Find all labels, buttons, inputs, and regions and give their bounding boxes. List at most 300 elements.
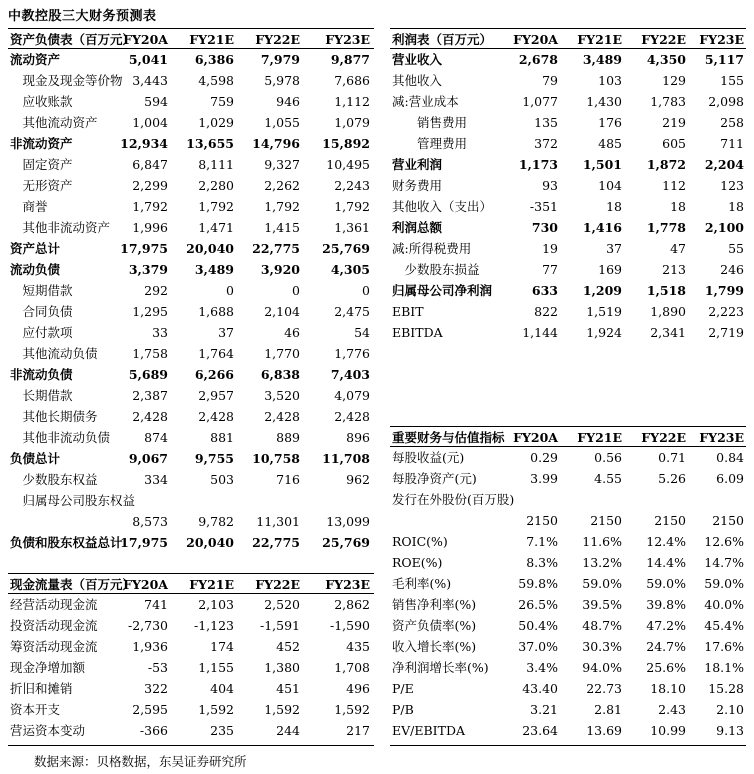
cell-fy22e: 129	[662, 73, 686, 88]
table-row	[390, 280, 746, 301]
row-label: 资产负债率(%)	[392, 618, 477, 633]
cell-fy21e: 13,655	[186, 136, 234, 151]
header-label: 利润表（百万元）	[392, 32, 493, 47]
income_statement-header	[390, 28, 746, 49]
cell-fy20a: 874	[144, 430, 168, 445]
cell-fy22e: 5,978	[264, 73, 300, 88]
row-label: 发行在外股份(百万股)	[392, 492, 515, 507]
row-label: 非流动负债	[10, 367, 73, 382]
cell-fy20a: 2,299	[132, 178, 168, 193]
table-row	[390, 301, 746, 322]
cell-fy23e: 54	[354, 325, 370, 340]
cell-fy21e: 1,501	[582, 157, 622, 172]
table-row	[8, 91, 374, 112]
cell-fy20a: 59.8%	[518, 576, 558, 591]
cell-fy22e: 12.4%	[646, 534, 686, 549]
cell-fy20a: 1,758	[132, 346, 168, 361]
table-row	[8, 301, 374, 322]
row-label: 合同负债	[10, 304, 73, 319]
cell-fy20a: 1,004	[132, 115, 168, 130]
cell-fy23e: 5,117	[704, 52, 744, 67]
cell-fy23e: -1,590	[329, 618, 370, 633]
cell-fy20a: 5,689	[128, 367, 168, 382]
cell-fy21e: 3,489	[194, 262, 234, 277]
cell-fy20a: 334	[144, 472, 168, 487]
header-col-fy23e: FY23E	[325, 32, 370, 47]
row-label: 管理费用	[392, 136, 468, 151]
cell-fy23e: 11,708	[322, 451, 370, 466]
cell-fy23e: 2,475	[334, 304, 370, 319]
cell-fy20a: 1,792	[132, 199, 168, 214]
table-row	[390, 531, 746, 552]
row-label: 每股收益(元)	[392, 450, 465, 465]
row-label: 负债总计	[10, 451, 61, 466]
cell-fy20a: 7.1%	[526, 534, 558, 549]
cell-fy21e: 1,471	[198, 220, 234, 235]
row-label: 现金及现金等价物	[10, 73, 123, 88]
cell-fy23e: 1,361	[334, 220, 370, 235]
cell-fy22e: 2,520	[264, 597, 300, 612]
cell-fy22e: 1,783	[650, 94, 686, 109]
cell-fy21e: 39.5%	[582, 597, 622, 612]
table-row	[8, 154, 374, 175]
row-label: 营业收入	[392, 52, 443, 67]
cell-fy20a: 93	[542, 178, 558, 193]
cell-fy23e: 711	[720, 136, 744, 151]
cell-fy23e: 1,112	[334, 94, 370, 109]
table-row	[8, 175, 374, 196]
cell-fy21e: 2,428	[198, 409, 234, 424]
header-col-fy23e: FY23E	[325, 577, 370, 592]
cell-fy23e: 2,719	[708, 325, 744, 340]
cell-fy23e: 4,079	[334, 388, 370, 403]
cell-fy21e: 22.73	[586, 681, 622, 696]
cell-fy23e: 59.0%	[704, 576, 744, 591]
cell-fy21e: 2.81	[594, 702, 622, 717]
table-row	[390, 615, 746, 636]
cell-fy23e: 123	[720, 178, 744, 193]
table-row	[390, 447, 746, 468]
table-row	[390, 594, 746, 615]
cell-fy20a: 43.40	[522, 681, 558, 696]
table-row	[8, 490, 374, 532]
cell-fy20a: 5,041	[128, 52, 168, 67]
row-label: EV/EBITDA	[392, 723, 465, 738]
row-label: 净利润增长率(%)	[392, 660, 489, 675]
cell-fy21e: 235	[210, 723, 234, 738]
cell-fy23e: 2,223	[708, 304, 744, 319]
cell-fy20a: 2,595	[132, 702, 168, 717]
cell-fy20a: 79	[542, 73, 558, 88]
cell-fy21e: 759	[210, 94, 234, 109]
cell-fy22e: 1,055	[264, 115, 300, 130]
cell-fy21e: 37	[218, 325, 234, 340]
cell-fy22e: 47	[670, 241, 686, 256]
cell-fy20a: 1,936	[132, 639, 168, 654]
cell-fy20a: 37.0%	[518, 639, 558, 654]
cell-fy22e: 5.26	[658, 471, 686, 486]
row-label: 无形资产	[10, 178, 73, 193]
cell-fy23e: 4,305	[330, 262, 370, 277]
header-col-fy21e: FY21E	[577, 430, 622, 445]
row-label: 其他非流动负债	[10, 430, 111, 445]
cell-fy20a: 1,144	[522, 325, 558, 340]
cell-fy23e: 40.0%	[704, 597, 744, 612]
cell-fy20a: 3,443	[132, 73, 168, 88]
table-row	[8, 406, 374, 427]
row-label: 减:营业成本	[392, 94, 459, 109]
table-row	[8, 385, 374, 406]
row-label: 负债和股东权益总计	[10, 535, 123, 550]
cell-fy21e: 1,209	[582, 283, 622, 298]
table-row	[8, 70, 374, 91]
header-col-fy20a: FY20A	[513, 32, 558, 47]
cell-fy21e: 13.69	[586, 723, 622, 738]
cell-fy23e: 246	[720, 262, 744, 277]
header-col-fy20a: FY20A	[123, 32, 168, 47]
row-label: EBIT	[392, 304, 424, 319]
data-source-note: 数据来源：贝格数据，东吴证券研究所	[34, 754, 247, 769]
table-row	[390, 489, 746, 531]
cell-fy20a: 26.5%	[518, 597, 558, 612]
row-label: P/B	[392, 702, 414, 717]
cell-fy23e: 13,099	[326, 514, 370, 529]
cell-fy23e: 9.13	[716, 723, 744, 738]
table-row	[390, 552, 746, 573]
cell-fy21e: 1,592	[198, 702, 234, 717]
cell-fy22e: 112	[662, 178, 686, 193]
cell-fy20a: 6,847	[132, 157, 168, 172]
table-row	[8, 196, 374, 217]
row-label: ROE(%)	[392, 555, 443, 570]
cell-fy21e: 176	[598, 115, 622, 130]
table-row	[8, 615, 374, 636]
cell-fy22e: 1,890	[650, 304, 686, 319]
cell-fy22e: 1,872	[646, 157, 686, 172]
row-label: 资产总计	[10, 241, 61, 256]
row-label: 其他长期债务	[10, 409, 98, 424]
balance_sheet-header	[8, 28, 374, 49]
cell-fy20a: 8.3%	[526, 555, 558, 570]
cell-fy21e: 59.0%	[582, 576, 622, 591]
cell-fy22e: 25.6%	[646, 660, 686, 675]
cell-fy20a: 741	[144, 597, 168, 612]
table-row	[390, 49, 746, 70]
cell-fy22e: 0	[292, 283, 300, 298]
cell-fy20a: 3.4%	[526, 660, 558, 675]
cell-fy21e: 20,040	[186, 535, 234, 550]
cell-fy21e: 2,957	[198, 388, 234, 403]
row-label: 少数股东权益	[10, 472, 98, 487]
cell-fy23e: 2,243	[334, 178, 370, 193]
cell-fy22e: 2150	[654, 513, 686, 528]
cell-fy23e: 435	[346, 639, 370, 654]
row-label: 投资活动现金流	[10, 618, 98, 633]
cell-fy23e: 55	[728, 241, 744, 256]
cell-fy21e: 1,430	[586, 94, 622, 109]
cell-fy20a: 2,428	[132, 409, 168, 424]
cell-fy20a: 17,975	[120, 241, 168, 256]
cell-fy23e: 155	[720, 73, 744, 88]
row-label: 流动负债	[10, 262, 61, 277]
header-col-fy20a: FY20A	[123, 577, 168, 592]
cell-fy20a: 633	[531, 283, 558, 298]
cell-fy21e: 1,416	[582, 220, 622, 235]
cell-fy20a: 19	[542, 241, 558, 256]
table-row	[390, 468, 746, 489]
cell-fy23e: 496	[346, 681, 370, 696]
row-label: 利润总额	[392, 220, 443, 235]
table-row	[390, 154, 746, 175]
cell-fy23e: 10,495	[326, 157, 370, 172]
cell-fy21e: 2,103	[198, 597, 234, 612]
cell-fy20a: 77	[542, 262, 558, 277]
row-label: 应收账款	[10, 94, 73, 109]
cell-fy21e: 169	[598, 262, 622, 277]
cell-fy21e: 9,782	[198, 514, 234, 529]
cell-fy23e: 1,799	[704, 283, 744, 298]
cell-fy22e: 18	[670, 199, 686, 214]
cell-fy20a: 594	[144, 94, 168, 109]
cell-fy22e: 1,518	[646, 283, 686, 298]
cell-fy21e: 30.3%	[582, 639, 622, 654]
cell-fy21e: 103	[598, 73, 622, 88]
row-label: 其他收入（支出）	[392, 199, 493, 214]
row-label: 经营活动现金流	[10, 597, 98, 612]
row-label: 应付款项	[10, 325, 73, 340]
table-row	[390, 699, 746, 720]
cell-fy21e: 9,755	[194, 451, 234, 466]
header-col-fy22e: FY22E	[641, 430, 686, 445]
cell-fy21e: 1,155	[198, 660, 234, 675]
cell-fy23e: 25,769	[322, 241, 370, 256]
table-row	[390, 678, 746, 699]
cell-fy21e: 1,519	[586, 304, 622, 319]
cell-fy23e: 1,079	[334, 115, 370, 130]
header-col-fy21e: FY21E	[189, 577, 234, 592]
cell-fy22e: 1,778	[646, 220, 686, 235]
cell-fy22e: 889	[276, 430, 300, 445]
bottom-rule-right	[390, 745, 746, 746]
cell-fy22e: 6,838	[260, 367, 300, 382]
cell-fy22e: 10.99	[650, 723, 686, 738]
table-row	[8, 532, 374, 553]
row-label: 其他非流动资产	[10, 220, 111, 235]
table-row	[8, 343, 374, 364]
table-row	[390, 196, 746, 217]
cell-fy20a: 3.99	[530, 471, 558, 486]
cell-fy22e: 716	[276, 472, 300, 487]
row-label: 筹资活动现金流	[10, 639, 98, 654]
cell-fy21e: 485	[598, 136, 622, 151]
bottom-rule-left	[8, 745, 374, 746]
cell-fy23e: 2,862	[334, 597, 370, 612]
cell-fy23e: 25,769	[322, 535, 370, 550]
cell-fy22e: 0.71	[658, 450, 686, 465]
table-row	[390, 636, 746, 657]
cell-fy23e: 2,204	[704, 157, 744, 172]
cell-fy23e: 217	[346, 723, 370, 738]
cell-fy23e: 962	[346, 472, 370, 487]
cell-fy21e: 2150	[590, 513, 622, 528]
cell-fy22e: 24.7%	[646, 639, 686, 654]
table-row	[8, 594, 374, 615]
cell-fy23e: 6.09	[716, 471, 744, 486]
cell-fy21e: 3,489	[582, 52, 622, 67]
cell-fy22e: 1,792	[264, 199, 300, 214]
table-row	[390, 133, 746, 154]
cell-fy20a: 2,387	[132, 388, 168, 403]
cell-fy22e: 2,341	[650, 325, 686, 340]
cell-fy22e: 2.43	[658, 702, 686, 717]
cell-fy22e: 59.0%	[646, 576, 686, 591]
cell-fy22e: 11,301	[256, 514, 300, 529]
row-label: 归属母公司股东权益	[10, 493, 136, 508]
cash_flow-header	[8, 573, 374, 594]
cell-fy20a: 3.21	[530, 702, 558, 717]
cell-fy22e: 1,770	[264, 346, 300, 361]
cell-fy22e: 3,520	[264, 388, 300, 403]
cell-fy22e: 2,104	[264, 304, 300, 319]
cell-fy23e: 2,428	[334, 409, 370, 424]
cell-fy20a: 372	[534, 136, 558, 151]
header-col-fy23e: FY23E	[699, 32, 744, 47]
cell-fy23e: 0	[362, 283, 370, 298]
table-row	[8, 259, 374, 280]
cell-fy21e: 13.2%	[582, 555, 622, 570]
cell-fy20a: 1,173	[518, 157, 558, 172]
cell-fy21e: 104	[598, 178, 622, 193]
cell-fy20a: 730	[531, 220, 558, 235]
table-row	[8, 699, 374, 720]
cell-fy21e: 1,029	[198, 115, 234, 130]
cell-fy20a: 322	[144, 681, 168, 696]
header-col-fy22e: FY22E	[255, 577, 300, 592]
cell-fy22e: 14.4%	[646, 555, 686, 570]
cell-fy21e: 881	[210, 430, 234, 445]
header-col-fy21e: FY21E	[577, 32, 622, 47]
cell-fy21e: 6,266	[194, 367, 234, 382]
cell-fy23e: 896	[346, 430, 370, 445]
cell-fy20a: 1,077	[522, 94, 558, 109]
cell-fy22e: 22,775	[252, 535, 300, 550]
cell-fy21e: 2,280	[198, 178, 234, 193]
row-label: 流动资产	[10, 52, 61, 67]
header-col-fy22e: FY22E	[255, 32, 300, 47]
row-label: 每股净资产(元)	[392, 471, 477, 486]
cell-fy22e: 14,796	[252, 136, 300, 151]
table-row	[8, 720, 374, 741]
cell-fy20a: 17,975	[120, 535, 168, 550]
table-row	[390, 175, 746, 196]
cell-fy21e: 11.6%	[582, 534, 622, 549]
cell-fy22e: 2,262	[264, 178, 300, 193]
cell-fy20a: 2,678	[518, 52, 558, 67]
header-col-fy21e: FY21E	[189, 32, 234, 47]
table-row	[390, 720, 746, 741]
cell-fy20a: 8,573	[132, 514, 168, 529]
cell-fy23e: 15.28	[708, 681, 744, 696]
cell-fy21e: -1,123	[193, 618, 234, 633]
cell-fy22e: 7,979	[260, 52, 300, 67]
cell-fy21e: 94.0%	[582, 660, 622, 675]
table-row	[8, 448, 374, 469]
cell-fy21e: 1,688	[198, 304, 234, 319]
table-row	[390, 573, 746, 594]
cell-fy21e: 1,764	[198, 346, 234, 361]
cell-fy20a: 33	[152, 325, 168, 340]
cell-fy23e: 0.84	[716, 450, 744, 465]
table-row	[390, 112, 746, 133]
cell-fy22e: 213	[662, 262, 686, 277]
cell-fy22e: 3,920	[260, 262, 300, 277]
row-label: 营业利润	[392, 157, 443, 172]
cell-fy21e: 404	[210, 681, 234, 696]
cell-fy23e: 2150	[712, 513, 744, 528]
cell-fy20a: 12,934	[120, 136, 168, 151]
row-label: 现金净增加额	[10, 660, 86, 675]
row-label: 其他收入	[392, 73, 443, 88]
table-row	[8, 657, 374, 678]
cell-fy23e: 1,792	[334, 199, 370, 214]
cell-fy23e: 2,098	[708, 94, 744, 109]
table-row	[8, 238, 374, 259]
row-label: 少数股东损益	[392, 262, 480, 277]
row-label: 其他流动负债	[10, 346, 98, 361]
cell-fy23e: 9,877	[330, 52, 370, 67]
row-label: 折旧和摊销	[10, 681, 73, 696]
cell-fy21e: 1,924	[586, 325, 622, 340]
cell-fy20a: -351	[529, 199, 558, 214]
cell-fy23e: 15,892	[322, 136, 370, 151]
row-label: 销售费用	[392, 115, 468, 130]
cell-fy22e: 10,758	[252, 451, 300, 466]
table-row	[8, 678, 374, 699]
table-row	[8, 217, 374, 238]
row-label: P/E	[392, 681, 414, 696]
cell-fy22e: 605	[662, 136, 686, 151]
row-label: 非流动资产	[10, 136, 73, 151]
cell-fy20a: 3,379	[128, 262, 168, 277]
table-row	[8, 427, 374, 448]
cell-fy23e: 1,776	[334, 346, 370, 361]
cell-fy20a: 23.64	[522, 723, 558, 738]
table-row	[8, 364, 374, 385]
cell-fy23e: 18.1%	[704, 660, 744, 675]
cell-fy22e: 18.10	[650, 681, 686, 696]
cell-fy21e: 0	[226, 283, 234, 298]
table-row	[390, 217, 746, 238]
cell-fy22e: 244	[276, 723, 300, 738]
table-row	[8, 469, 374, 490]
cell-fy23e: 258	[720, 115, 744, 130]
cell-fy22e: 1,415	[264, 220, 300, 235]
cell-fy22e: 47.2%	[646, 618, 686, 633]
cell-fy23e: 12.6%	[704, 534, 744, 549]
cell-fy21e: 1,792	[198, 199, 234, 214]
cell-fy21e: 174	[210, 639, 234, 654]
row-label: 收入增长率(%)	[392, 639, 477, 654]
cell-fy20a: 135	[534, 115, 558, 130]
cell-fy20a: 1,996	[132, 220, 168, 235]
row-label: EBITDA	[392, 325, 443, 340]
table-row	[390, 91, 746, 112]
cell-fy22e: -1,591	[259, 618, 300, 633]
cell-fy21e: 4,598	[198, 73, 234, 88]
header-col-fy23e: FY23E	[699, 430, 744, 445]
table-row	[8, 49, 374, 70]
cell-fy22e: 9,327	[264, 157, 300, 172]
